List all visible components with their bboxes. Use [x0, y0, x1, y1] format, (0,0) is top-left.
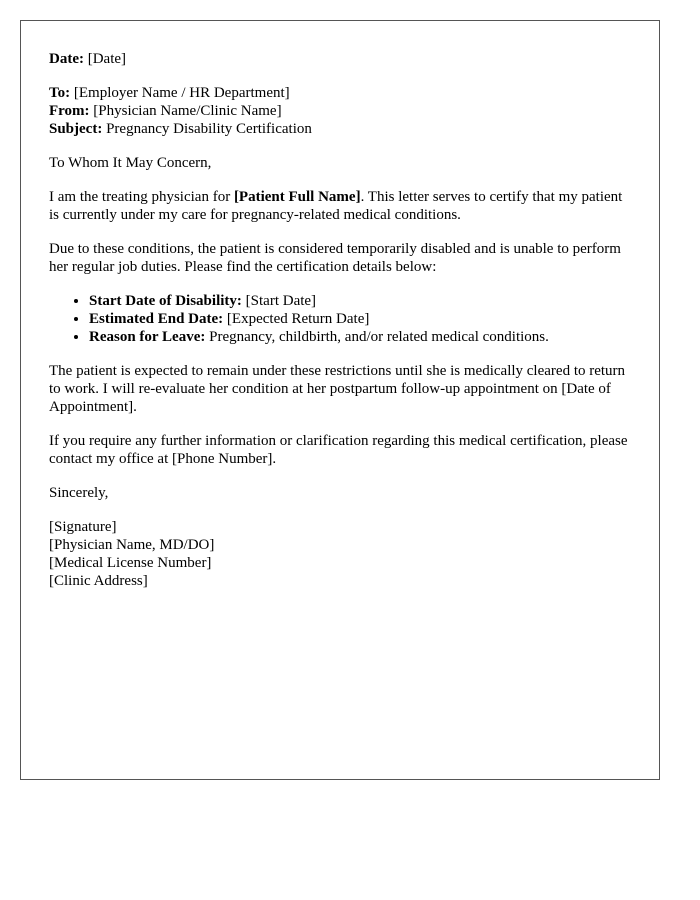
from-line [49, 102, 631, 120]
signature-placeholder: [Signature] [49, 519, 117, 535]
from-label: From: [49, 103, 90, 119]
list-item-end-date [89, 310, 631, 328]
clinic-address: [Clinic Address] [49, 573, 148, 589]
to-value: [Employer Name / HR Department] [73, 85, 290, 101]
subject-value: Pregnancy Disability Certification [106, 121, 312, 137]
closing: Sincerely, [49, 485, 109, 501]
paragraph-conditions: Due to these conditions, the patient is considered temporarily disabled and is unable to perform her regular job duties. Please find the certification details below: [49, 241, 621, 275]
to-label: To: [49, 85, 71, 101]
certification-details-list [49, 292, 631, 346]
detail-value: [Expected Return Date] [226, 311, 370, 327]
letter-page [20, 20, 660, 780]
paragraph-certify-rest: . This letter serves to certify that my patient is currently under my care for pregnancy-related medical conditions. [49, 189, 623, 223]
detail-label: Reason for Leave: [89, 329, 206, 345]
date-label: Date: [49, 51, 84, 67]
paragraph-restrictions: The patient is expected to remain under these restrictions until she is medically cleared to return to work. I will re-evaluate her condition at her postpartum follow-up appointment on [Date of Appointment]. [49, 363, 626, 415]
to-line [49, 84, 631, 102]
signature-block [49, 518, 631, 590]
detail-value: [Start Date] [245, 293, 317, 309]
date-value: [Date] [87, 51, 127, 67]
list-item-reason [89, 328, 631, 346]
detail-label: Estimated End Date: [89, 311, 224, 327]
physician-name: [Physician Name, MD/DO] [49, 537, 215, 553]
from-value: [Physician Name/Clinic Name] [93, 103, 282, 119]
date-line [49, 50, 631, 68]
detail-label: Start Date of Disability: [89, 293, 242, 309]
paragraph-certify [49, 188, 631, 224]
subject-line [49, 120, 631, 138]
letter-header [49, 84, 631, 138]
salutation: To Whom It May Concern, [49, 155, 212, 171]
patient-name-placeholder: [Patient Full Name] [233, 189, 361, 205]
paragraph-contact: If you require any further information or clarification regarding this medical certification, please contact my office at [Phone Number]. [49, 433, 628, 467]
license-number: [Medical License Number] [49, 555, 212, 571]
paragraph-certify-intro: I am the treating physician for [49, 189, 234, 205]
list-item-start-date [89, 292, 631, 310]
detail-value: Pregnancy, childbirth, and/or related medical conditions. [209, 329, 549, 345]
subject-label: Subject: [49, 121, 103, 137]
